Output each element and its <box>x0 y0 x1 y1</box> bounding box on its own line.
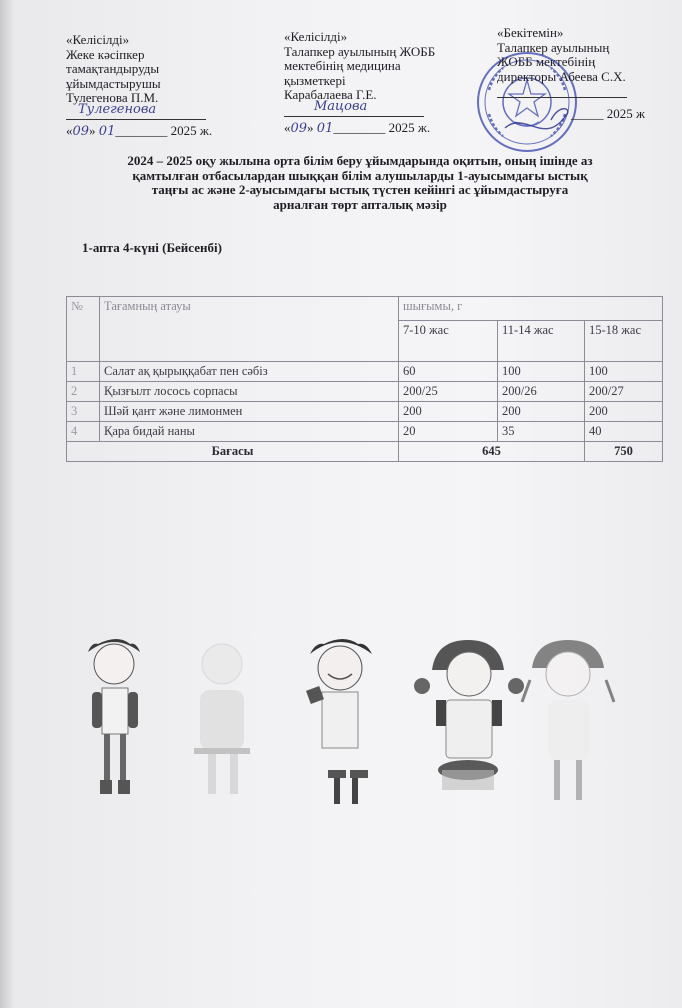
child-figure <box>88 639 140 794</box>
title-line: 2024 – 2025 оқу жылына орта білім беру ұйымдарында оқитын, оның ішінде аз <box>127 153 593 168</box>
approval-heading: «Келісілді» <box>284 29 348 44</box>
approval-heading: «Келісілді» <box>66 32 130 47</box>
total-value: 750 <box>585 442 663 462</box>
dish-name: Қара бидай наны <box>100 422 399 442</box>
column-header-dish: Тағамның атауы <box>100 297 399 362</box>
total-label: Бағасы <box>67 442 399 462</box>
portion-value: 20 <box>399 422 498 442</box>
title-line: қамтылған отбасылардан шыққан білім алушыларды 1-ауысымдағы ыстық <box>132 167 588 183</box>
page-shadow <box>0 0 14 1008</box>
approval-line: ЖОББ мектебінің <box>497 54 596 69</box>
portion-value: 200 <box>399 402 498 422</box>
menu-table <box>66 296 663 462</box>
signature-line <box>66 101 212 121</box>
table-row <box>67 362 663 382</box>
age-group-header: 7-10 жас <box>399 321 498 362</box>
column-header-number: № <box>67 297 100 362</box>
portion-value: 200 <box>498 402 585 422</box>
date-day: 09 <box>72 123 90 139</box>
title-line: таңғы ас және 2-ауысымдағы ыстық түстен кейінгі ас ұйымдастыруға <box>151 182 569 197</box>
date-year: 2025 ж. <box>170 122 213 138</box>
portion-value: 200/25 <box>399 382 498 402</box>
approval-line: ұйымдастырушы <box>66 75 161 91</box>
portion-value: 100 <box>498 362 585 382</box>
day-label: 1-апта 4-күні (Бейсенбі) <box>82 240 222 255</box>
portion-value: 200/27 <box>585 382 663 402</box>
dish-name: Шәй қант және лимонмен <box>100 402 399 422</box>
table-total-row <box>67 442 663 462</box>
portion-value: 40 <box>585 422 663 442</box>
portion-value: 100 <box>585 362 663 382</box>
date-year: 2025 ж. <box>388 119 431 135</box>
total-value: 645 <box>399 442 585 462</box>
approval-line: қызметкері <box>284 72 346 88</box>
approval-line: директоры Абеева С.Х. <box>497 68 626 84</box>
age-group-header: 15-18 жас <box>585 321 663 362</box>
approval-line: тамақтандыруды <box>66 61 160 76</box>
signature-line <box>284 98 435 118</box>
portion-value: 200/26 <box>498 382 585 402</box>
row-number: 2 <box>67 382 100 402</box>
date-month: 01 <box>98 123 116 139</box>
row-number: 3 <box>67 402 100 422</box>
approval-block-director <box>497 26 645 122</box>
approval-line: Жеке кәсіпкер <box>66 46 145 62</box>
signature-line <box>497 85 645 99</box>
approval-block-entrepreneur <box>66 33 212 139</box>
approval-heading: «Бекітемін» <box>497 25 564 40</box>
portion-value: 60 <box>399 362 498 382</box>
table-header-row <box>67 297 663 321</box>
portion-value: 35 <box>498 422 585 442</box>
column-header-portion: шығымы, г <box>399 297 663 321</box>
handwritten-signature: Тулегенова <box>78 101 157 117</box>
row-number: 4 <box>67 422 100 442</box>
dish-name: Қызғылт лосось сорпасы <box>100 382 399 402</box>
approval-line: Тулегенова П.М. <box>66 90 159 105</box>
dish-name: Салат ақ қырыққабат пен сәбіз <box>100 362 399 382</box>
date-day: 09 <box>290 120 308 136</box>
table-row <box>67 422 663 442</box>
date-month: 01 <box>316 120 334 136</box>
approval-date: «09» 01________ 2025 ж. <box>66 122 213 139</box>
document-title <box>80 154 640 212</box>
children-illustration <box>70 630 650 840</box>
approval-date: _____ 2025 ж <box>571 106 645 121</box>
approval-date: «09» 01________ 2025 ж. <box>284 119 431 136</box>
age-group-header: 11-14 жас <box>498 321 585 362</box>
table-row <box>67 402 663 422</box>
approval-line: Талапкер ауылының ЖОББ <box>284 43 436 59</box>
title-line: арналған төрт апталық мәзір <box>273 196 447 212</box>
handwritten-signature: Мацова <box>314 98 368 114</box>
row-number: 1 <box>67 362 100 382</box>
approval-block-medical <box>284 30 435 136</box>
table-row <box>67 382 663 402</box>
approval-line: мектебінің медицина <box>284 58 401 73</box>
approval-line: Талапкер ауылының <box>497 39 610 55</box>
portion-value: 200 <box>585 402 663 422</box>
date-year: 2025 ж <box>606 106 645 121</box>
approval-line: Карабалаева Г.Е. <box>284 87 377 102</box>
